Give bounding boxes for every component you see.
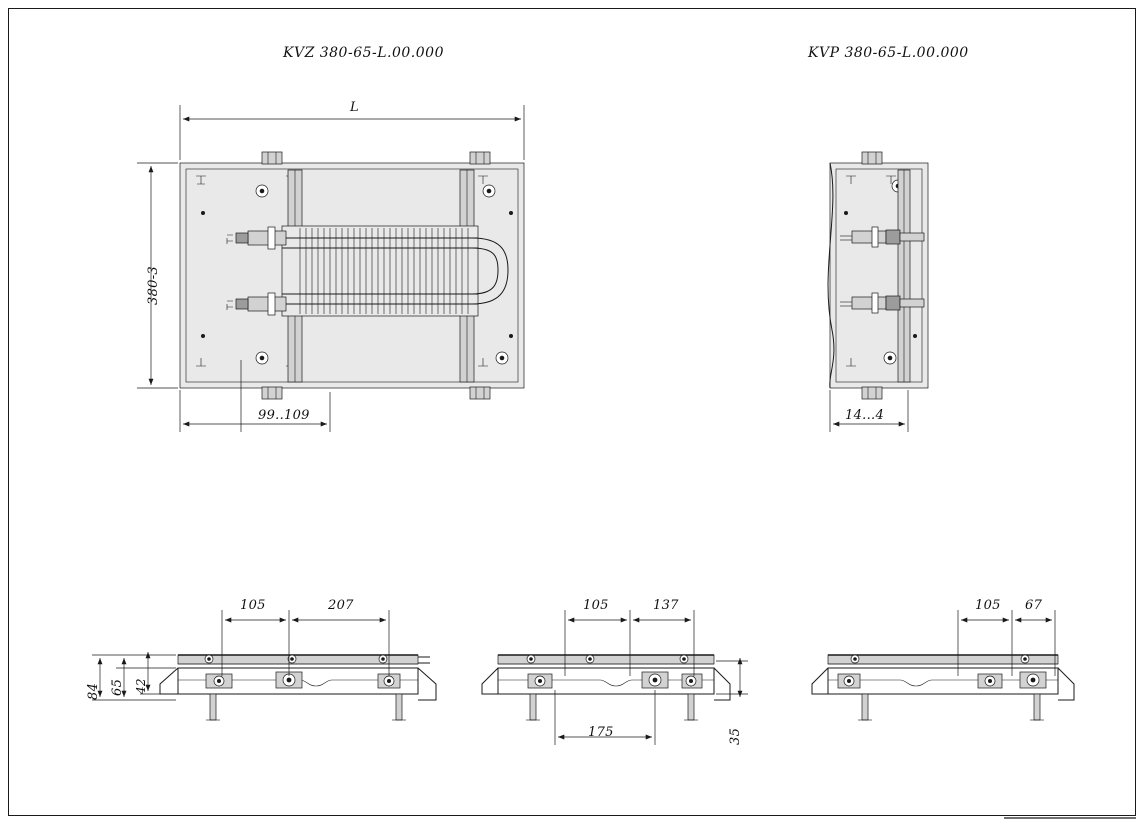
dim-175: 175 bbox=[588, 725, 614, 740]
dim-207: 207 bbox=[328, 598, 354, 613]
dim-84: 84 bbox=[86, 682, 101, 700]
dim-67: 67 bbox=[1025, 598, 1043, 613]
title-kvp: KVP 380-65-L.00.000 bbox=[808, 45, 969, 61]
dim-35: 35 bbox=[728, 727, 743, 745]
dim-gap-14-4: 14...4 bbox=[845, 408, 885, 423]
drawing-border bbox=[8, 8, 1136, 816]
dim-105-mid: 105 bbox=[583, 598, 609, 613]
dim-offset-99-109: 99..109 bbox=[258, 408, 310, 423]
dim-105-right: 105 bbox=[975, 598, 1001, 613]
dim-137: 137 bbox=[653, 598, 679, 613]
dim-105-left: 105 bbox=[240, 598, 266, 613]
dim-65: 65 bbox=[110, 678, 125, 696]
dim-length-L: L bbox=[350, 100, 359, 115]
dim-42: 42 bbox=[134, 678, 148, 694]
title-kvz: KVZ 380-65-L.00.000 bbox=[283, 45, 444, 61]
dim-width-380: 380-3 bbox=[146, 266, 161, 305]
